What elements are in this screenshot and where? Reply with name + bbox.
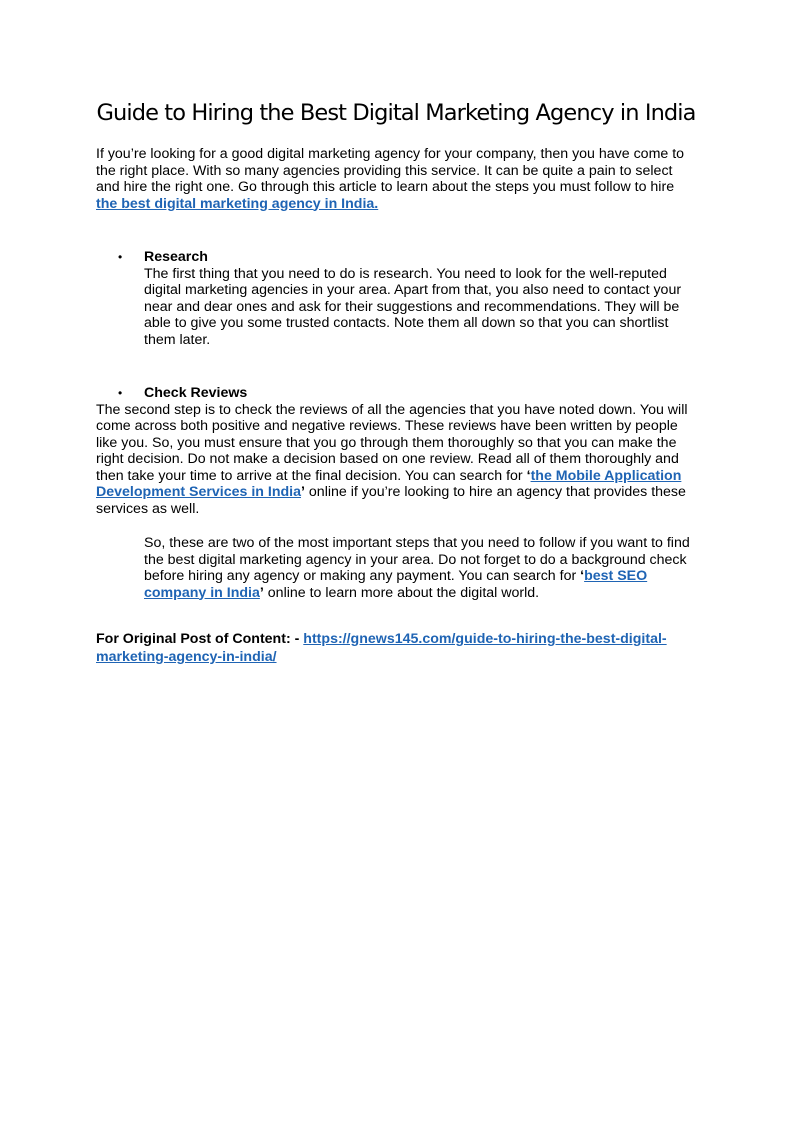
document-title: Guide to Hiring the Best Digital Marketing Agency in India (96, 100, 696, 126)
research-list-item (96, 249, 696, 348)
quote-close: ’ (301, 484, 305, 500)
closing-text: So, these are two of the most important steps that you need to follow if you want to find the best digital marketing agency in your area. Do not forget to do a background check before hiring any agency or making any payment. You can search for (144, 535, 690, 584)
check-reviews-list-item (96, 385, 696, 402)
original-post-line (96, 630, 696, 666)
best-agency-link[interactable]: the best digital marketing agency in India. (96, 195, 379, 212)
check-reviews-body (96, 402, 696, 518)
intro-text: If you’re looking for a good digital marketing agency for your company, then you have come to the right place. With so many agencies providing this service. It can be quite a pain to select and hire the right one. Go through this article to learn about the steps you must follow to hire (96, 146, 685, 195)
quote-close: ’ (259, 584, 264, 601)
quote-open: ‘ (580, 568, 585, 584)
original-post-url-link[interactable]: https://gnews145.com/guide-to-hiring-the-best-digital-marketing-agency-in-india/ (96, 631, 667, 665)
mobile-app-services-link[interactable]: the Mobile Application Development Services in India (96, 467, 682, 500)
intro-paragraph (96, 146, 696, 212)
bullet-icon: • (118, 386, 123, 400)
quote-open: ‘ (526, 467, 531, 484)
original-post-label: For Original Post of Content: - (96, 631, 304, 647)
closing-text-after: online to learn more about the digital world. (263, 584, 540, 601)
research-body: The first thing that you need to do is research. You need to look for the well-reputed digital marketing agencies in your area. Apart from that, you also need to contact your near and dear ones and ask for their suggestions and recommendations. They will be able to give you some trusted contacts. Note them all down so that you can shortlist them later. (144, 265, 682, 348)
closing-paragraph (96, 535, 696, 601)
bullet-icon: • (118, 250, 123, 264)
research-heading: Research (144, 249, 208, 265)
reviews-text-after: online if you’re looking to hire an agency that provides these services as well. (96, 484, 686, 517)
reviews-text: The second step is to check the reviews of all the agencies that you have noted down. You will come across both positive and negative reviews. These reviews have been written by people like you. So, you must ensure that you go through them thoroughly so that you can make the right decision. Do not make a decision based on one review. Read all of them thoroughly and then take your time to arrive at the final decision. You can search for (96, 401, 688, 484)
check-reviews-heading: Check Reviews (144, 385, 248, 401)
document-page (96, 96, 696, 680)
best-seo-company-link[interactable]: best SEO company in India (144, 568, 648, 601)
